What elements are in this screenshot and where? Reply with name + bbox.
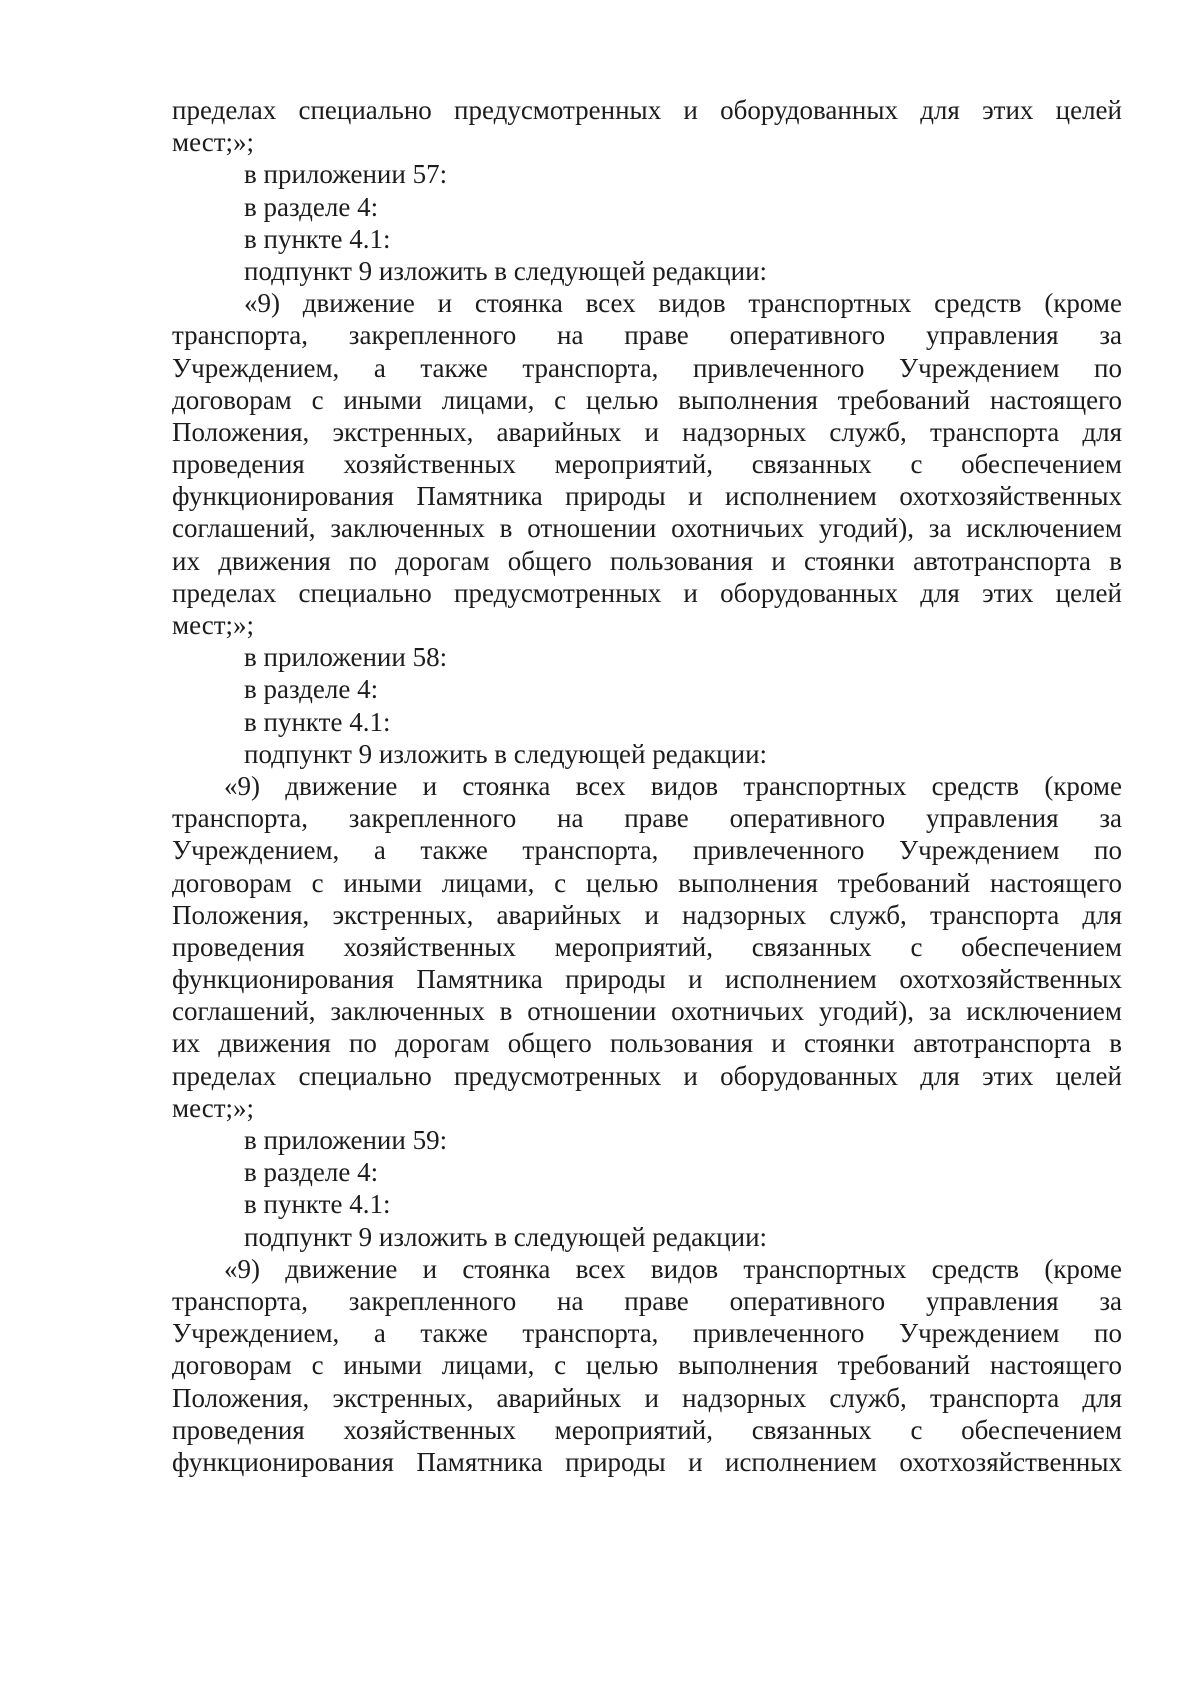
text-line: в приложении 58: (244, 642, 448, 673)
text-line: функционирования Памятника природы и исполнением охотхозяйственных (172, 481, 1122, 512)
text-line: договорам с иными лицами, с целью выполнения требований настоящего (172, 867, 1122, 898)
text-line: в пункте 4.1: (244, 706, 391, 737)
text-line: в разделе 4: (244, 191, 379, 222)
text-line: Учреждением, а также транспорта, привлеченного Учреждением по (172, 352, 1122, 383)
text-line: в пункте 4.1: (244, 1189, 391, 1220)
text-line: «9) движение и стоянка всех видов транспортных средств (кроме (224, 770, 1122, 801)
text-line: в приложении 59: (244, 1125, 448, 1155)
text-line: пределах специально предусмотренных и оборудованных для этих целей (172, 1060, 1122, 1091)
text-line: проведения хозяйственных мероприятий, связанных с обеспечением (172, 449, 1122, 480)
text-line: в разделе 4: (244, 1157, 379, 1188)
text-line: проведения хозяйственных мероприятий, связанных с обеспечением (172, 931, 1122, 962)
text-line: подпункт 9 изложить в следующей редакции: (244, 738, 768, 769)
text-line: Учреждением, а также транспорта, привлеченного Учреждением по (172, 1318, 1122, 1349)
text-line: в пункте 4.1: (244, 223, 391, 254)
text-line: в приложении 57: (244, 159, 448, 190)
text-line: функционирования Памятника природы и исполнением охотхозяйственных (172, 1446, 1122, 1477)
text-line: их движения по дорогам общего пользования и стоянки автотранспорта в (172, 1028, 1122, 1059)
document-page (172, 94, 1122, 1478)
text-line: договорам с иными лицами, с целью выполнения требований настоящего (172, 1350, 1122, 1381)
text-line: Учреждением, а также транспорта, привлеченного Учреждением по (172, 835, 1122, 866)
text-line: в разделе 4: (244, 674, 379, 705)
text-line: пределах специально предусмотренных и оборудованных для этих целей (172, 577, 1122, 608)
text-line: подпункт 9 изложить в следующей редакции: (244, 255, 768, 286)
text-line: их движения по дорогам общего пользования и стоянки автотранспорта в (172, 545, 1122, 576)
text-line: договорам с иными лицами, с целью выполнения требований настоящего (172, 384, 1122, 415)
text-line: подпункт 9 изложить в следующей редакции: (244, 1221, 768, 1252)
text-line: пределах специально предусмотренных и оборудованных для этих целей (172, 95, 1122, 125)
text-line: Положения, экстренных, аварийных и надзорных служб, транспорта для (172, 1382, 1122, 1413)
text-line: Положения, экстренных, аварийных и надзорных служб, транспорта для (172, 899, 1122, 930)
text-line: функционирования Памятника природы и исполнением охотхозяйственных (172, 964, 1122, 995)
text-line: транспорта, закрепленного на праве оперативного управления за (172, 320, 1122, 351)
text-line: «9) движение и стоянка всех видов транспортных средств (кроме (244, 288, 1122, 319)
text-line: мест;»; (172, 1092, 255, 1123)
text-line: соглашений, заключенных в отношении охотничьих угодий), за исключением (172, 996, 1122, 1027)
text-line: Положения, экстренных, аварийных и надзорных служб, транспорта для (172, 416, 1122, 447)
text-line: проведения хозяйственных мероприятий, связанных с обеспечением (172, 1414, 1122, 1445)
text-line: мест;»; (172, 610, 255, 640)
text-line: «9) движение и стоянка всех видов транспортных средств (кроме (224, 1253, 1122, 1284)
text-line: мест;»; (172, 127, 255, 158)
text-line: транспорта, закрепленного на праве оперативного управления за (172, 803, 1122, 834)
text-line: транспорта, закрепленного на праве оперативного управления за (172, 1285, 1122, 1316)
text-line: соглашений, заключенных в отношении охотничьих угодий), за исключением (172, 513, 1122, 544)
